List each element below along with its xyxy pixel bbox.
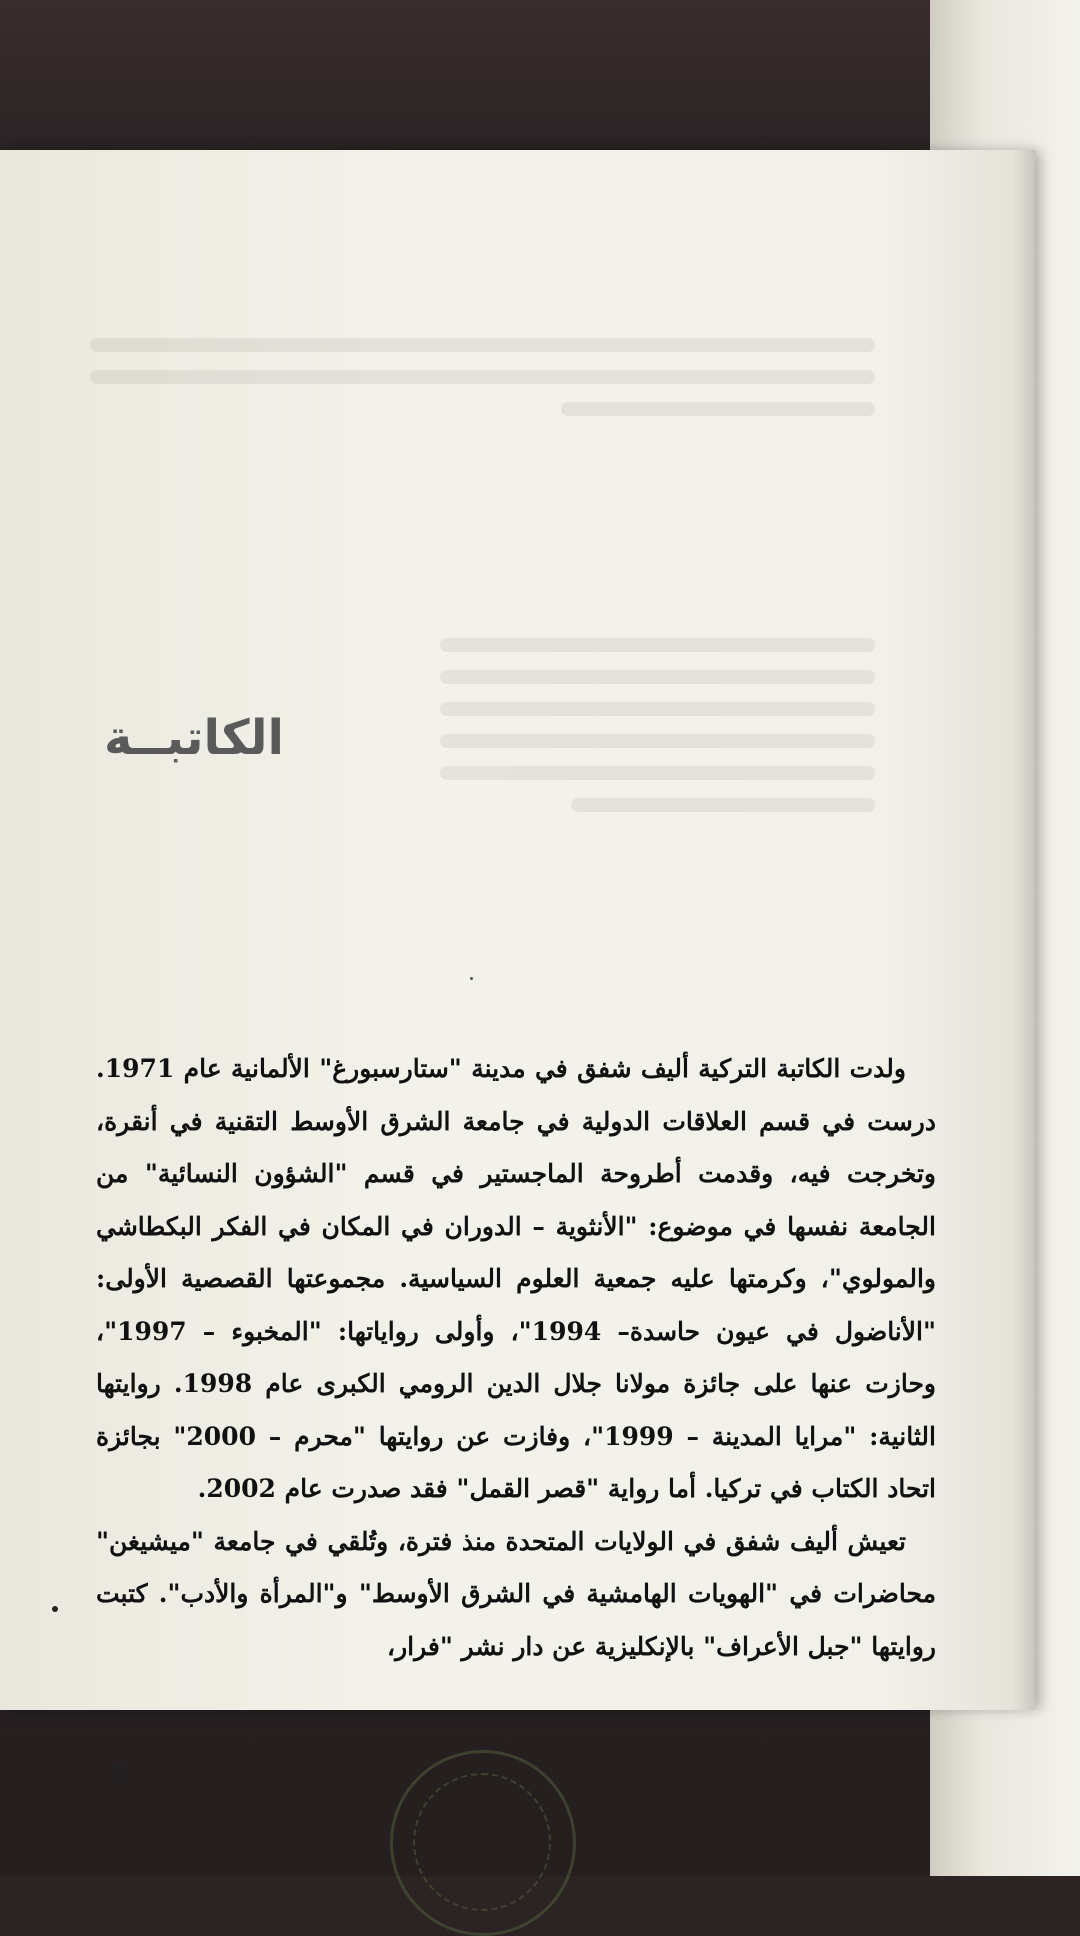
paragraph: ولدت الكاتبة التركية أليف شفق في مدينة "ستارسبورغ" الألمانية عام 1971. درست في قسم العلاقات الدولية في جامعة الشرق الأوسط التقنية في أنقرة، وتخرجت فيه، وقدمت أطروحة الماجستير في قسم "الشؤون النسائية" من الجامعة نفسها في موضوع: "الأنثوية – الدوران في المكان في الفكر البكطاشي والمولوي"، وكرمتها عليه جمعية العلوم السياسية. مجموعتها القصصية الأولى: "الأناضول في عيون حاسدة– 1994"، وأولى رواياتها: "المخبوء – 1997"، وحازت عنها على جائزة مولانا جلال الدين الرومي الكبرى عام 1998. روايتها الثانية: "مرايا المدينة – 1999"، وفازت عن روايتها "محرم – 2000" بجائزة اتحاد الكتاب في تركيا. أما رواية "قصر القمل" فقد صدرت عام 2002. <box>96 1054 936 1503</box>
show-through-text <box>0 320 1035 434</box>
table-ornament <box>390 1750 576 1936</box>
page-title: الكاتبــة <box>104 710 284 766</box>
page-number: 7 <box>110 1758 130 1791</box>
body-text <box>96 1043 936 1673</box>
ink-speck <box>52 1606 58 1612</box>
paragraph: تعيش أليف شفق في الولايات المتحدة منذ فترة، وتُلقي في جامعة "ميشيغن" محاضرات في "الهويات الهامشية في الشرق الأوسط" و"المرأة والأدب". كتبت روايتها "جبل الأعراف" بالإنكليزية عن دار نشر "فرار، <box>96 1526 936 1661</box>
ink-speck <box>470 977 473 980</box>
book-page <box>0 150 1035 1791</box>
